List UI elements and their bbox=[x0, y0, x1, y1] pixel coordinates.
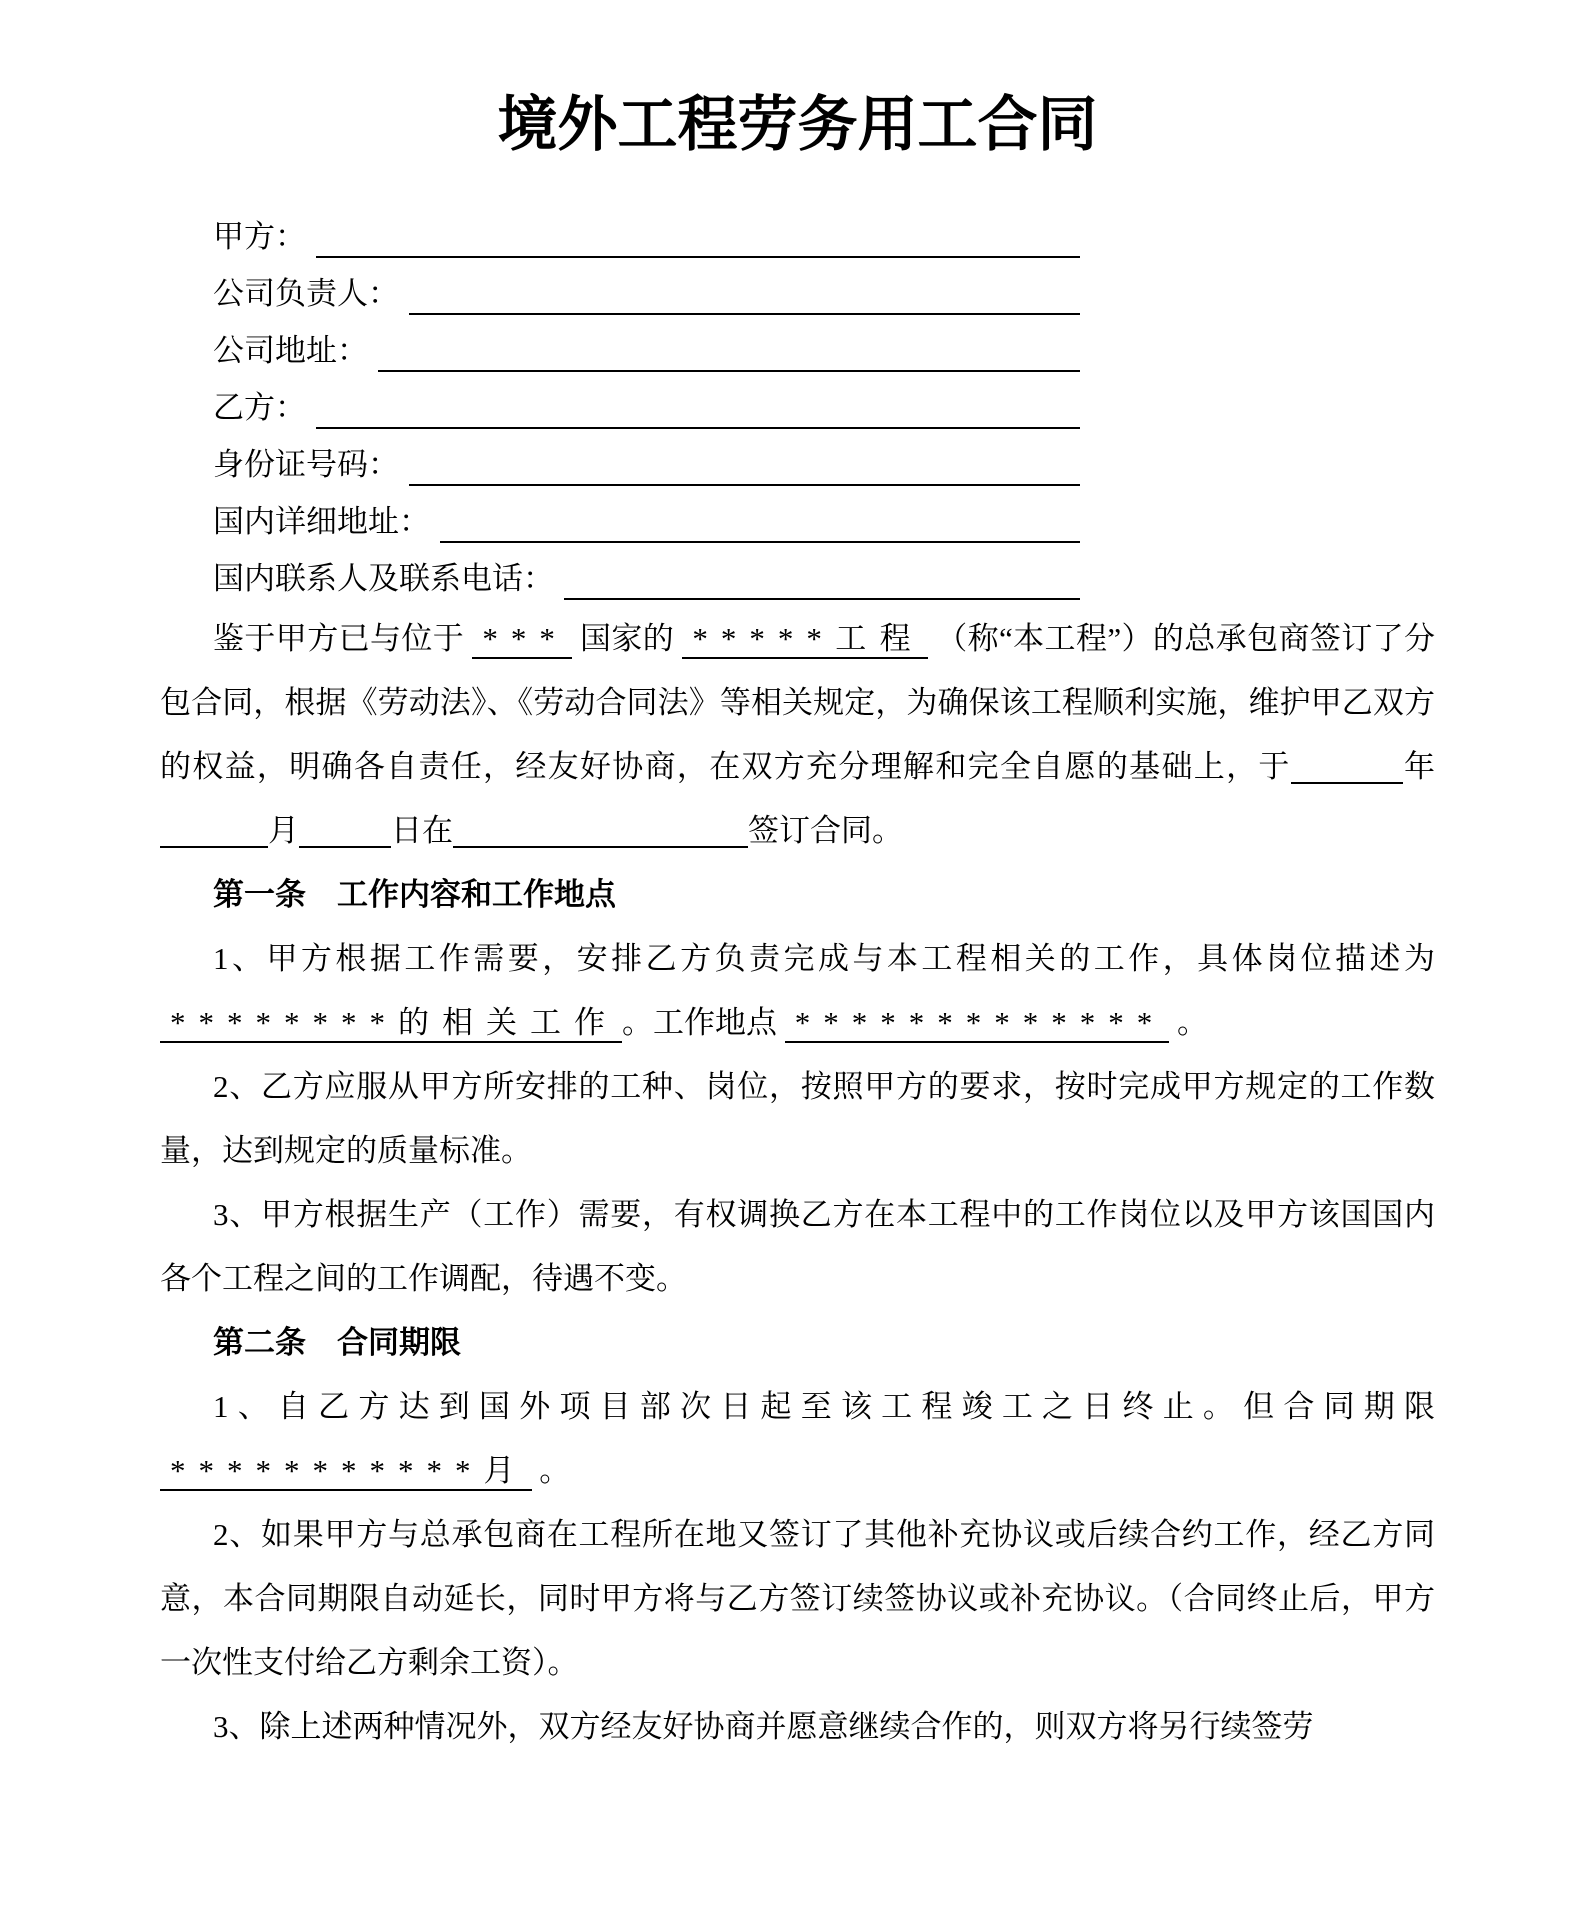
form-field-label: 甲方： bbox=[213, 219, 306, 254]
form-field-blank-line bbox=[409, 313, 1080, 315]
form-field-blank-line bbox=[440, 541, 1080, 543]
section2-heading bbox=[160, 1311, 1435, 1375]
form-field-label: 乙方： bbox=[213, 390, 306, 425]
section2-item1-text: 。 bbox=[539, 1453, 571, 1488]
form-field-blank-line bbox=[316, 427, 1080, 429]
section1-item2: 2、乙方应服从甲方所安排的工种、岗位，按照甲方的要求，按时完成甲方规定的工作数量，达到规定的质量标准。 bbox=[160, 1069, 1435, 1168]
month-blank-line bbox=[160, 812, 268, 848]
section1-heading bbox=[160, 863, 1435, 927]
preamble-paragraph bbox=[160, 607, 1435, 863]
form-field-label: 公司负责人： bbox=[213, 276, 399, 311]
section2-item2: 2、如果甲方与总承包商在工程所在地又签订了其他补充协议或后续合约工作，经乙方同意，本合同期限自动延长，同时甲方将与乙方签订续签协议或补充协议。（合同终止后，甲方一次性支付给乙方剩余工资）。 bbox=[160, 1517, 1435, 1680]
form-row-party-b bbox=[213, 379, 1080, 436]
form-field-blank-line bbox=[378, 370, 1080, 372]
section2-title: 合同期限 bbox=[337, 1325, 461, 1360]
day-blank-line bbox=[299, 812, 391, 848]
section1-title: 工作内容和工作地点 bbox=[337, 877, 616, 912]
project-name-blank: *****工程 bbox=[682, 621, 928, 659]
form-field-label: 国内联系人及联系电话： bbox=[213, 561, 554, 596]
form-field-label: 公司地址： bbox=[213, 333, 368, 368]
preamble-text: 月 bbox=[268, 813, 299, 848]
section1-item3: 3、甲方根据生产（工作）需要，有权调换乙方在本工程中的工作岗位以及甲方该国国内各个工程之间的工作调配，待遇不变。 bbox=[160, 1197, 1435, 1296]
country-blank: *** bbox=[472, 621, 572, 659]
form-row-company-address bbox=[213, 322, 1080, 379]
form-row-id-number bbox=[213, 436, 1080, 493]
form-field-label: 国内详细地址： bbox=[213, 504, 430, 539]
preamble-text: 年 bbox=[1402, 749, 1436, 784]
form-field-blank-line bbox=[316, 256, 1080, 258]
section1-item1-text: 1、甲方根据工作需要，安排乙方负责完成与本工程相关的工作，具体岗位描述为 bbox=[213, 941, 1435, 976]
party-info-form bbox=[160, 208, 1435, 607]
preamble-text: 国家的 bbox=[579, 621, 675, 656]
preamble-text: 签订合同。 bbox=[748, 813, 903, 848]
section2-item3: 3、除上述两种情况外，双方经友好协商并愿意继续合作的，则双方将另行续签劳 bbox=[213, 1709, 1314, 1744]
form-row-party-a bbox=[213, 208, 1080, 265]
job-description-blank: ********的相关工作 bbox=[160, 1005, 622, 1043]
preamble-text: 日在 bbox=[391, 813, 453, 848]
form-field-blank-line bbox=[564, 598, 1080, 600]
section2-item1 bbox=[160, 1375, 1435, 1503]
preamble-text: 鉴于甲方已与位于 bbox=[213, 621, 465, 656]
contract-duration-blank: ***********月 bbox=[160, 1453, 532, 1491]
form-field-blank-line bbox=[409, 484, 1080, 486]
work-location-blank: ************* bbox=[785, 1005, 1170, 1043]
section1-item1 bbox=[160, 927, 1435, 1055]
section1-item1-text: 。 bbox=[1177, 1005, 1208, 1040]
document-title: 境外工程劳务用工合同 bbox=[497, 92, 1098, 158]
form-row-company-principal bbox=[213, 265, 1080, 322]
section2-number: 第二条 bbox=[213, 1325, 306, 1360]
form-row-domestic-address bbox=[213, 493, 1080, 550]
form-row-domestic-contact bbox=[213, 550, 1080, 607]
section1-item1-text: 。工作地点 bbox=[622, 1005, 777, 1040]
section1-number: 第一条 bbox=[213, 877, 306, 912]
section2-item1-text: 1、自乙方达到国外项目部次日起至该工程竣工之日终止。但合同期限 bbox=[213, 1389, 1435, 1424]
year-blank-line bbox=[1291, 748, 1403, 784]
signing-place-blank-line bbox=[453, 812, 748, 848]
form-field-label: 身份证号码： bbox=[213, 447, 399, 482]
preamble-text: （称“本工程”）的总承包商签订了分包合同，根据《劳动法》、《劳动合同法》等相关规定，为确保该工程顺利实施，维护甲乙双方的权益，明确各自责任，经友好协商，在双方充分理解和完全自愿的基础上，于 bbox=[160, 621, 1436, 784]
contract-body bbox=[160, 607, 1435, 1759]
